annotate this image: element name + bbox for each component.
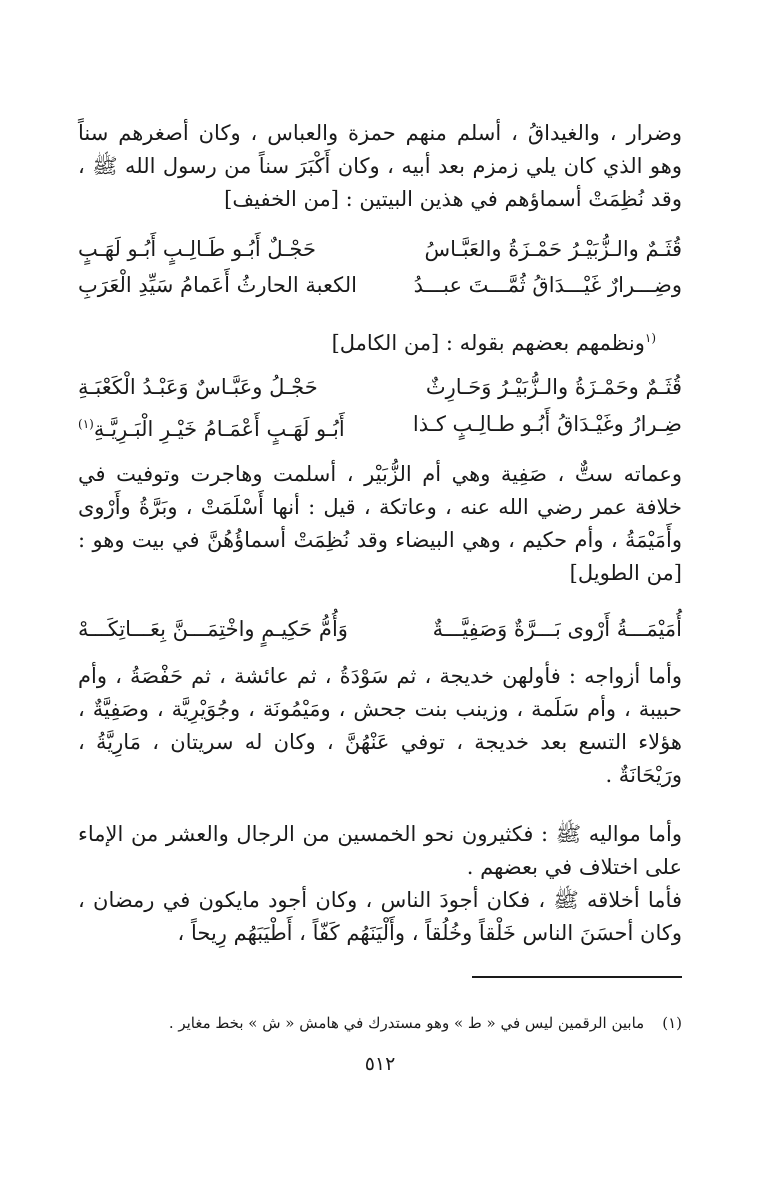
- paragraph-mawali: وأما مواليه ﷺ : فكثيرون نحو الخمسين من الرجال والعشر من الإماء على اختلاف في بعضهم .: [78, 822, 682, 879]
- footnote: [78, 1012, 682, 1034]
- paragraph-character: فأما أخلاقه ﷺ ، فكان أجودَ الناس ، وكان أجود مايكون في رمضان ، وكان أحسَنَ الناس خَلْقاً وخُلُقاً ، وأَلْيَنَهُم كَفّاً ، أَطْيَبَهُم رِيحاً ،: [78, 888, 682, 945]
- verse-4-first-hemistich: ضِـرارُ وغَيْـدَاقُ أَبُـو طـالِـبٍ كـذا: [412, 412, 682, 436]
- footnote-marker-end: (١): [78, 417, 94, 431]
- verse-line-2: [78, 269, 682, 302]
- verse-1-first-hemistich: قُثَـمٌ والـزُّبَيْـرُ حَمْـزَةُ والعَبَّـاسُ: [424, 237, 682, 261]
- paragraph-uncles: وضرار ، والغيداقُ ، أسلم منهم حمزة والعباس ، وكان أصغرهم سناً وهو الذي كان يلي زمزم بعد أبيه ، وكان أَكْبَرَ سناً من رسول الله ﷺ ، وقد نُظِمَتْ أسماؤهم في هذين البيتين : [من الخفيف]: [78, 121, 682, 211]
- verse-2-second-hemistich: الكعبة الحارثُ أَعَمامُ سَيِّدِ الْعَرَبِ: [78, 273, 357, 297]
- verse-4-second-hemistich: [78, 408, 345, 446]
- verse-1-second-hemistich: حَجْـلٌ أَبُـو طَـالِـبٍ أَبُـو لَهَـبٍ: [78, 237, 316, 261]
- verse-5-second-hemistich: وَأُمُّ حَكِيـمٍ واخْتِمَـــنَّ بِعَـــاتِكَـــهْ: [78, 617, 348, 641]
- paragraph-versification: [332, 322, 656, 360]
- footnote-marker: (١: [644, 331, 656, 345]
- verse-3-second-hemistich: حَجْـلُ وعَبَّـاسٌ وَعَبْـدُ الْكَعْبَـةِ: [78, 375, 318, 399]
- paragraph-wives: وأما أزواجه : فأولهن خديجة ، ثم سَوْدَةُ ، ثم عائشة ، ثم حَفْصَةُ ، وأم حبيبة ، وأم سَلَمة ، وزينب بنت جحش ، ومَيْمُونَة ، وجُوَيْرِيَّة ، وصَفِيَّةٌ ، هؤلاء التسع بعد خديجة ، توفي عَنْهُنَّ ، وكان له سريتان ، مَارِيَّةُ ، ورَيْحَانَةٌ .: [78, 664, 682, 787]
- verse-2-first-hemistich: وضِـــرارٌ غَيْـــدَاقُ ثُمَّـــتَ عبـــدُ: [413, 273, 682, 297]
- verse-line-3: [78, 371, 682, 404]
- verse-4-second-text: أَبُـو لَهَـبٍ أَعْمَـامُ خَيْـرِ الْبَـرِيَّـةِ: [93, 417, 345, 441]
- paragraph-aunts: وعماته ستٌّ ، صَفِية وهي أم الزُّبَيْر ، أسلمت وهاجرت وتوفيت في خلافة عمر رضي الله عنه ، وعاتكة ، قيل : أنها أَسْلَمَتْ ، وبَرَّةُ وأَرْوى وأَمَيْمَةُ ، وأم حكيم ، وهي البيضاء وقد نُظِمَتْ أسماؤُهُنَّ في بيت وهو : [من الطويل]: [78, 462, 682, 585]
- page-number: ٥١٢: [364, 1053, 396, 1075]
- versification-text: ونظمهم بعضهم بقوله : [من الكامل]: [331, 331, 645, 355]
- verse-5-first-hemistich: أُمَيْمَـــةُ أَرْوى بَـــرَّةٌ وَصَفِيَّـــةٌ: [432, 617, 682, 641]
- verse-line-4: [78, 408, 682, 441]
- footnote-text: مابين الرقمين ليس في « ط » وهو مستدرك في هامش « ش » بخط مغاير .: [168, 1014, 645, 1032]
- footnote-separator: [472, 976, 682, 978]
- footnote-number: (١): [662, 1014, 682, 1032]
- verse-3-first-hemistich: قُثَـمٌ وحَمْـزَةُ والـزُّبَيْـرُ وَحَـارِثٌ: [425, 375, 682, 399]
- verse-line-5: [78, 613, 682, 646]
- verse-line-1: [78, 233, 682, 266]
